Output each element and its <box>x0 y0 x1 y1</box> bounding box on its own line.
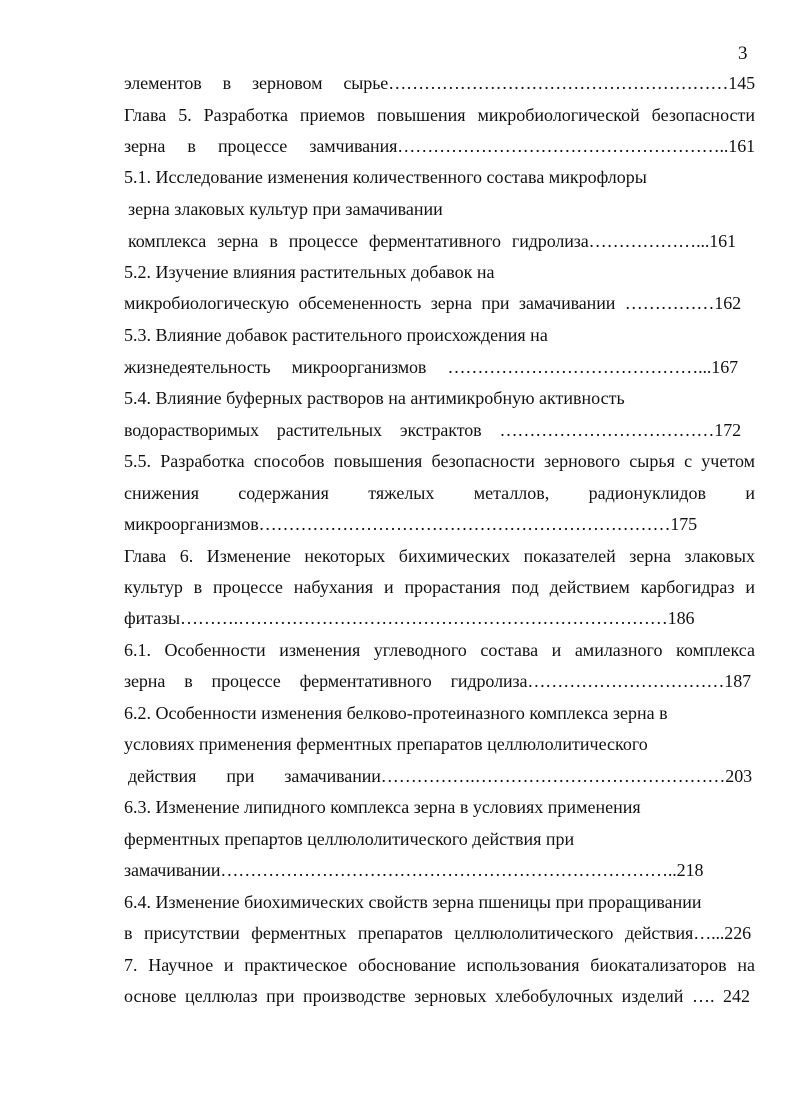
page-number: 3 <box>738 43 748 64</box>
toc-line: Глава 5. Разработка приемов повышения микробиологической безопасности <box>124 105 755 125</box>
toc-line: в присутствии ферментных препаратов целлюлолитического действия…...226 <box>124 923 751 943</box>
toc-line: 6.1. Особенности изменения углеводного состава и амилазного комплекса <box>124 640 755 660</box>
toc-line: 5.3. Влияние добавок растительного происхождения на <box>124 325 548 345</box>
toc-line: элементов в зерновом сырье…………………………………………………145 <box>124 73 755 93</box>
toc-line: ферментных препартов целлюлолитического действия при <box>124 829 575 849</box>
toc-line: комплекса зерна в процессе ферментативного гидролиза………………...161 <box>128 231 736 251</box>
toc-line: 6.3. Изменение липидного комплекса зерна в условиях применения <box>124 797 641 817</box>
toc-line: культур в процессе набухания и прорастания под действием карбогидраз и <box>124 577 755 597</box>
toc-line: условиях применения ферментных препаратов целлюлолитического <box>124 734 648 754</box>
toc-line: зерна в процессе ферментативного гидролиза……………………………187 <box>124 671 751 691</box>
toc-line: зерна в процессе замчивания………………………………………………..161 <box>124 136 755 156</box>
toc-line: 5.2. Изучение влияния растительных добавок на <box>124 262 495 282</box>
toc-line: фитазы……….………………………………………………………………186 <box>124 608 695 628</box>
toc-line: 6.4. Изменение биохимических свойств зерна пшеницы при проращивании <box>124 892 702 912</box>
toc-line: зерна злаковых культур при замачивании <box>128 199 443 219</box>
toc-line: водорастворимых растительных экстрактов ………………………………172 <box>124 420 741 440</box>
toc-line: действия при замачивании…………….……………………………………203 <box>128 766 752 786</box>
toc-line: Глава 6. Изменение некоторых бихимических показателей зерна злаковых <box>124 546 755 566</box>
toc-line: 5.1. Исследование изменения количественного состава микрофлоры <box>124 167 647 187</box>
toc-line: снижения содержания тяжелых металлов, радионуклидов и <box>124 483 755 503</box>
toc-line: 6.2. Особенности изменения белково-протеиназного комплекса зерна в <box>124 703 668 723</box>
toc-line: основе целлюлаз при производстве зерновых хлебобулочных изделий …. 242 <box>124 986 750 1006</box>
toc-line: микробиологическую обсемененность зерна при замачивании ……………162 <box>124 293 741 313</box>
toc-line: 7. Научное и практическое обоснование использования биокатализаторов на <box>124 955 755 975</box>
toc-line: 5.5. Разработка способов повышения безопасности зернового сырья с учетом <box>124 451 755 471</box>
toc-line: микроорганизмов……………………………………………………………175 <box>124 514 698 534</box>
toc-line: замачивании…………………………………………………………………..218 <box>124 860 704 880</box>
toc-line: жизнедеятельность микроорганизмов ……………………………………...167 <box>124 357 738 377</box>
toc-line: 5.4. Влияние буферных растворов на антимикробную активность <box>124 388 625 408</box>
